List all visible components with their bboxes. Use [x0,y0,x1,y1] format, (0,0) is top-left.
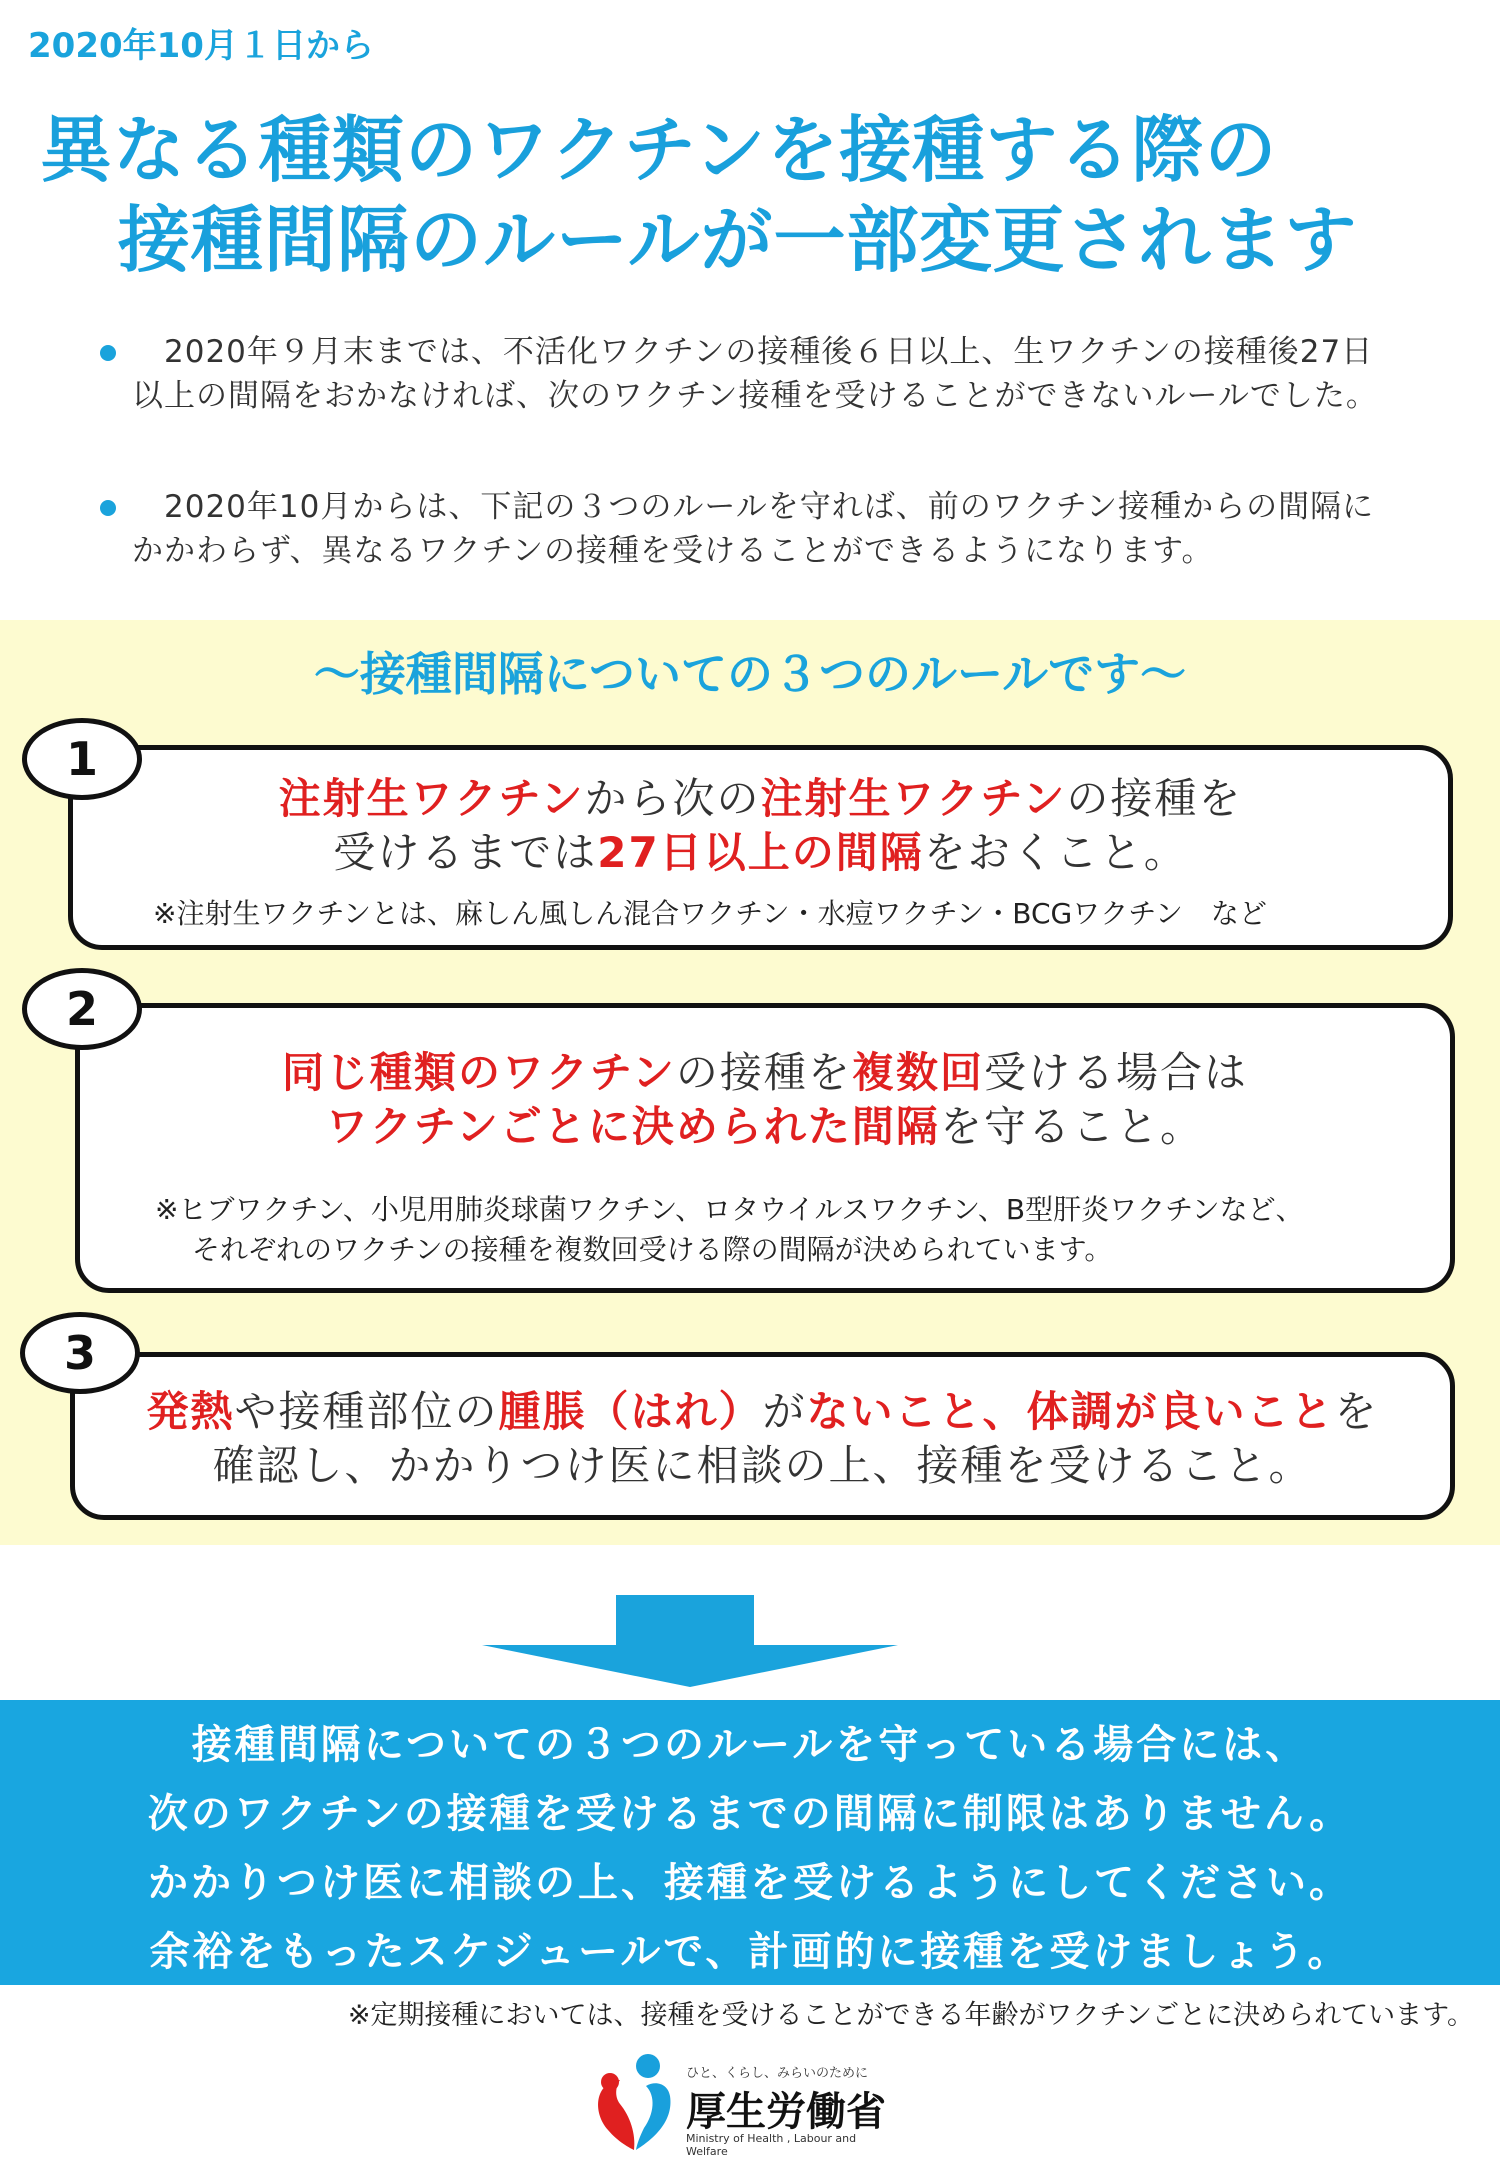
rule-2-note-1: ※ヒブワクチン、小児用肺炎球菌ワクチン、ロタウイルスワクチン、B型肝炎ワクチンなど、 [155,1193,1304,1226]
rule-2-box [75,1003,1455,1293]
bullet-icon [100,345,116,361]
rule-1-box [68,745,1453,950]
rule-2-line-1 [80,1046,1450,1100]
logo-tagline: ひと、くらし、みらいのために [686,2066,869,2081]
rule-2-text: 受ける場合は [983,1048,1248,1097]
rule-3-box [70,1352,1455,1520]
rule-3-line-1 [75,1385,1450,1439]
rule-1-note: ※注射生ワクチンとは、麻しん風しん混合ワクチン・水痘ワクチン・BCGワクチン など [153,897,1267,930]
summary-line-1: 接種間隔についての３つのルールを守っている場合には、 [191,1722,1309,1768]
down-arrow-icon-head [482,1645,898,1687]
rule-2-line-2 [80,1100,1450,1154]
intro-1-line-1: 2020年９月末までは、不活化ワクチンの接種後６日以上、生ワクチンの接種後27日 [132,334,1374,370]
summary-line-4: 余裕をもったスケジュールで、計画的に接種を受けましょう。 [149,1929,1351,1975]
rule-3-emph: 発熱 [146,1387,235,1436]
rule-3-emph: 腫脹（はれ） [498,1387,763,1436]
rule-3-text: が [762,1387,807,1436]
rules-title: ～接種間隔についての３つのルールです～ [313,647,1187,701]
rule-1-text: から次の [584,774,761,823]
rule-2-text: の接種を [675,1048,852,1097]
summary-line-2: 次のワクチンの接種を受けるまでの間隔に制限はありません。 [147,1791,1353,1837]
rule-2-emph: ワクチンごとに決められた間隔 [326,1102,940,1151]
rule-2-emph: 同じ種類のワクチン [282,1048,676,1097]
summary-line-3: かかりつけ医に相談の上、接種を受けるようにしてください。 [148,1860,1352,1906]
rule-1-text: 受けるまでは [333,828,598,877]
rule-1-text: の接種を [1066,774,1243,823]
page-title-line1: 異なる種類のワクチンを接種する際の [40,108,1278,192]
rule-3-text: を [1334,1387,1379,1436]
down-arrow-icon [616,1595,754,1645]
page-title-line2: 接種間隔のルールが一部変更されます [118,198,1358,282]
intro-paragraph-2 [132,485,1432,573]
logo-name: 厚生労働省 [686,2088,886,2135]
logo-english: Ministry of Health , Labour and Welfare [686,2132,857,2158]
rule-2-text: を守ること。 [939,1102,1204,1151]
effective-date: 2020年10月１日から [28,26,374,66]
rule-1-text: をおくこと。 [923,828,1188,877]
rule-1-line-1 [73,772,1448,826]
intro-2-line-2: かかわらず、異なるワクチンの接種を受けることができるようになります。 [132,533,1214,569]
rule-3-line-2: 確認し、かかりつけ医に相談の上、接種を受けること。 [212,1441,1313,1490]
rule-2-note-2: それぞれのワクチンの接種を複数回受ける際の間隔が決められています。 [192,1233,1113,1266]
bullet-icon [100,500,116,516]
mhlw-emblem-icon [590,2052,680,2152]
rule-2-emph: 複数回 [851,1048,984,1097]
intro-paragraph-1 [132,330,1432,418]
mhlw-logo [590,2052,900,2158]
rule-2-number: 2 [22,968,142,1050]
rule-1-emph: 注射生ワクチン [278,774,585,823]
footnote: ※定期接種においては、接種を受けることができる年齢がワクチンごとに決められています。 [347,2000,1474,2031]
rule-3-text: や接種部位の [234,1387,499,1436]
rule-3-number: 3 [20,1312,140,1394]
rule-1-line-2 [73,826,1448,880]
rule-1-number: 1 [22,718,142,800]
intro-1-line-2: 以上の間隔をおかなければ、次のワクチン接種を受けることができないルールでした。 [132,378,1378,414]
rule-3-emph: ないこと、体調が良いこと [806,1387,1335,1436]
intro-2-line-1: 2020年10月からは、下記の３つのルールを守れば、前のワクチン接種からの間隔に [132,489,1375,525]
rule-1-emph: 注射生ワクチン [760,774,1067,823]
rule-1-emph: 27日以上の間隔 [597,828,924,877]
